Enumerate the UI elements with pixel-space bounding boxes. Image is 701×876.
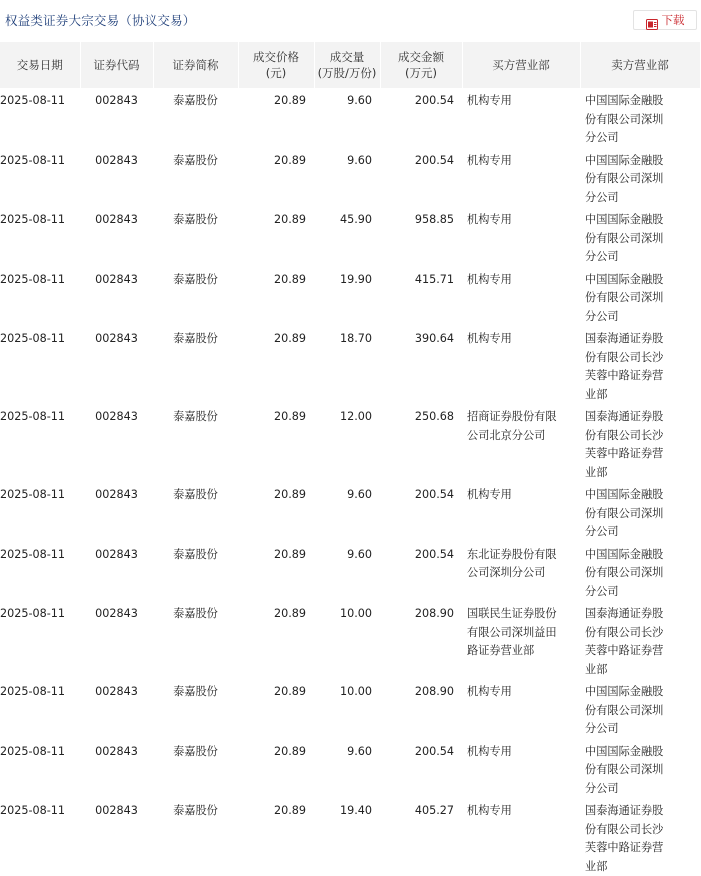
- cell-security-code: 002843: [95, 153, 138, 167]
- column-header-label: 证券简称: [172, 58, 219, 72]
- column-header-unit: (万元): [405, 66, 437, 80]
- cell-security-code: 002843: [95, 488, 138, 501]
- cell-seller-branch: [580, 679, 700, 739]
- column-header-label: 成交金额: [398, 50, 444, 64]
- cell-amount: 958.85: [414, 213, 454, 226]
- cell-security-code: 002843: [95, 685, 138, 698]
- cell-buyer-branch-text: 招商证券股份有限公司北京分公司: [467, 410, 557, 442]
- cell-volume: 18.70: [339, 332, 372, 345]
- cell-price: 20.89: [273, 272, 306, 286]
- cell-amount: 405.27: [414, 804, 454, 817]
- cell-price: 20.89: [273, 685, 306, 698]
- cell-buyer-branch-text: 机构专用: [467, 272, 512, 286]
- cell-price: 20.89: [273, 213, 306, 226]
- column-header-unit: (万股/万份): [317, 66, 377, 80]
- cell-security-code: 002843: [95, 332, 138, 345]
- cell-buyer-branch: [462, 88, 580, 148]
- cell-buyer-branch-text: 机构专用: [467, 213, 512, 226]
- cell-volume: 19.90: [339, 272, 372, 286]
- cell-trade-date: 2025-08-11: [0, 547, 66, 561]
- cell-seller-branch-text: 国泰海通证券股份有限公司长沙芙蓉中路证券营业部: [585, 804, 664, 873]
- cell-amount: 415.71: [414, 272, 454, 286]
- cell-trade-date: 2025-08-11: [0, 607, 66, 620]
- cell-buyer-branch-text: 机构专用: [467, 744, 512, 758]
- download-button[interactable]: [633, 10, 697, 30]
- cell-security-code: 002843: [95, 272, 138, 286]
- cell-buyer-branch: [462, 601, 580, 679]
- cell-security-name: 泰嘉股份: [173, 488, 218, 501]
- cell-volume: 10.00: [339, 607, 372, 620]
- cell-security-name: 泰嘉股份: [173, 685, 218, 698]
- cell-buyer-branch: [462, 679, 580, 739]
- cell-volume: 9.60: [347, 547, 372, 561]
- cell-security-code: 002843: [95, 607, 138, 620]
- cell-security-code: 002843: [95, 94, 138, 107]
- column-header-label: 证券代码: [93, 58, 140, 72]
- cell-price: 20.89: [273, 410, 306, 423]
- table-row: [0, 601, 700, 679]
- cell-buyer-branch: [462, 207, 580, 267]
- cell-buyer-branch-text: 东北证券股份有限公司深圳分公司: [467, 547, 557, 579]
- cell-security-code: 002843: [95, 410, 138, 423]
- cell-trade-date: 2025-08-11: [0, 744, 66, 758]
- cell-volume: 45.90: [339, 213, 372, 226]
- column-header-label: 成交量: [329, 50, 365, 64]
- cell-volume: 9.60: [347, 744, 372, 758]
- column-header-security-name: [153, 42, 238, 88]
- cell-security-code: 002843: [95, 547, 138, 561]
- cell-buyer-branch: [462, 798, 580, 876]
- cell-seller-branch-text: 中国国际金融股份有限公司深圳分公司: [585, 272, 664, 323]
- cell-amount: 208.90: [414, 685, 454, 698]
- cell-volume: 9.60: [347, 153, 372, 167]
- cell-seller-branch-text: 国泰海通证券股份有限公司长沙芙蓉中路证券营业部: [585, 410, 664, 479]
- cell-amount: 208.90: [414, 607, 454, 620]
- page-title: 权益类证券大宗交易（协议交易）: [5, 13, 196, 28]
- cell-price: 20.89: [273, 607, 306, 620]
- cell-buyer-branch: [462, 326, 580, 404]
- cell-buyer-branch-text: 机构专用: [467, 153, 512, 167]
- cell-security-name: 泰嘉股份: [173, 547, 218, 561]
- cell-buyer-branch-text: 机构专用: [467, 332, 512, 345]
- table-row: [0, 542, 700, 602]
- column-header-trade-date: [0, 42, 80, 88]
- cell-amount: 200.54: [414, 94, 454, 107]
- cell-trade-date: 2025-08-11: [0, 685, 66, 698]
- cell-security-name: 泰嘉股份: [173, 272, 218, 286]
- cell-buyer-branch-text: 国联民生证券股份有限公司深圳益田路证券营业部: [467, 607, 557, 657]
- cell-volume: 12.00: [339, 410, 372, 423]
- cell-buyer-branch-text: 机构专用: [467, 804, 512, 817]
- table-row: [0, 88, 700, 148]
- cell-security-name: 泰嘉股份: [173, 153, 218, 167]
- cell-security-code: 002843: [95, 804, 138, 817]
- cell-security-name: 泰嘉股份: [173, 213, 218, 226]
- table-body: [0, 88, 700, 876]
- cell-seller-branch-text: 中国国际金融股份有限公司深圳分公司: [585, 744, 664, 795]
- column-header-seller-branch: [580, 42, 700, 88]
- cell-security-name: 泰嘉股份: [173, 607, 218, 620]
- cell-seller-branch: [580, 88, 700, 148]
- cell-buyer-branch: [462, 148, 580, 208]
- cell-seller-branch: [580, 326, 700, 404]
- cell-security-name: 泰嘉股份: [173, 410, 218, 423]
- column-header-label: 交易日期: [16, 58, 63, 72]
- cell-volume: 10.00: [339, 685, 372, 698]
- column-header-amount: [380, 42, 462, 88]
- cell-buyer-branch: [462, 542, 580, 602]
- cell-trade-date: 2025-08-11: [0, 272, 66, 286]
- cell-price: 20.89: [273, 332, 306, 345]
- cell-security-name: 泰嘉股份: [173, 94, 218, 107]
- title-bar: [0, 0, 700, 42]
- cell-buyer-branch-text: 机构专用: [467, 488, 512, 501]
- column-header-security-code: [80, 42, 153, 88]
- cell-trade-date: 2025-08-11: [0, 153, 66, 167]
- table-header: [0, 42, 700, 88]
- cell-trade-date: 2025-08-11: [0, 488, 66, 501]
- cell-buyer-branch: [462, 482, 580, 542]
- cell-amount: 200.54: [414, 153, 454, 167]
- header-row: [0, 42, 700, 88]
- cell-seller-branch: [580, 739, 700, 799]
- cell-buyer-branch: [462, 404, 580, 482]
- cell-buyer-branch: [462, 267, 580, 327]
- table-row: [0, 267, 700, 327]
- cell-trade-date: 2025-08-11: [0, 213, 66, 226]
- column-header-label: 买方营业部: [492, 58, 550, 72]
- cell-buyer-branch: [462, 739, 580, 799]
- cell-seller-branch-text: 中国国际金融股份有限公司深圳分公司: [585, 685, 664, 735]
- column-header-unit: (元): [265, 66, 287, 80]
- table-row: [0, 148, 700, 208]
- cell-price: 20.89: [273, 488, 306, 501]
- cell-trade-date: 2025-08-11: [0, 804, 66, 817]
- cell-price: 20.89: [273, 547, 306, 561]
- cell-price: 20.89: [273, 153, 306, 167]
- cell-buyer-branch-text: 机构专用: [467, 685, 512, 698]
- table-row: [0, 739, 700, 799]
- table-row: [0, 404, 700, 482]
- cell-price: 20.89: [273, 804, 306, 817]
- cell-seller-branch-text: 中国国际金融股份有限公司深圳分公司: [585, 547, 664, 598]
- cell-seller-branch: [580, 148, 700, 208]
- cell-trade-date: 2025-08-11: [0, 332, 66, 345]
- cell-volume: 19.40: [339, 804, 372, 817]
- cell-seller-branch: [580, 798, 700, 876]
- cell-trade-date: 2025-08-11: [0, 410, 66, 423]
- cell-seller-branch-text: 中国国际金融股份有限公司深圳分公司: [585, 94, 664, 144]
- cell-amount: 200.54: [414, 744, 454, 758]
- column-header-label: 成交价格: [253, 50, 299, 64]
- cell-amount: 390.64: [414, 332, 454, 345]
- cell-security-name: 泰嘉股份: [173, 332, 218, 345]
- cell-amount: 200.54: [414, 547, 454, 561]
- cell-seller-branch: [580, 207, 700, 267]
- cell-security-code: 002843: [95, 744, 138, 758]
- cell-seller-branch: [580, 404, 700, 482]
- table-row: [0, 482, 700, 542]
- table-row: [0, 207, 700, 267]
- cell-seller-branch-text: 国泰海通证券股份有限公司长沙芙蓉中路证券营业部: [585, 332, 664, 401]
- cell-seller-branch-text: 国泰海通证券股份有限公司长沙芙蓉中路证券营业部: [585, 607, 664, 676]
- table-row: [0, 798, 700, 876]
- cell-amount: 200.54: [414, 488, 454, 501]
- block-trade-table: [0, 42, 701, 876]
- cell-seller-branch: [580, 542, 700, 602]
- download-file-icon: [646, 15, 658, 26]
- cell-security-code: 002843: [95, 213, 138, 226]
- cell-seller-branch: [580, 601, 700, 679]
- column-header-label: 卖方营业部: [611, 58, 669, 72]
- column-header-volume: [314, 42, 380, 88]
- table-row: [0, 326, 700, 404]
- cell-volume: 9.60: [347, 94, 372, 107]
- table-row: [0, 679, 700, 739]
- cell-price: 20.89: [273, 94, 306, 107]
- cell-security-name: 泰嘉股份: [173, 804, 218, 817]
- cell-volume: 9.60: [347, 488, 372, 501]
- cell-trade-date: 2025-08-11: [0, 94, 66, 107]
- cell-price: 20.89: [273, 744, 306, 758]
- column-header-buyer-branch: [462, 42, 580, 88]
- download-label: 下载: [661, 13, 685, 27]
- cell-security-name: 泰嘉股份: [173, 744, 218, 758]
- cell-seller-branch: [580, 267, 700, 327]
- cell-seller-branch-text: 中国国际金融股份有限公司深圳分公司: [585, 153, 664, 204]
- cell-buyer-branch-text: 机构专用: [467, 94, 512, 107]
- cell-amount: 250.68: [414, 410, 454, 423]
- column-header-price: [238, 42, 314, 88]
- cell-seller-branch-text: 中国国际金融股份有限公司深圳分公司: [585, 488, 664, 538]
- cell-seller-branch: [580, 482, 700, 542]
- cell-seller-branch-text: 中国国际金融股份有限公司深圳分公司: [585, 213, 664, 263]
